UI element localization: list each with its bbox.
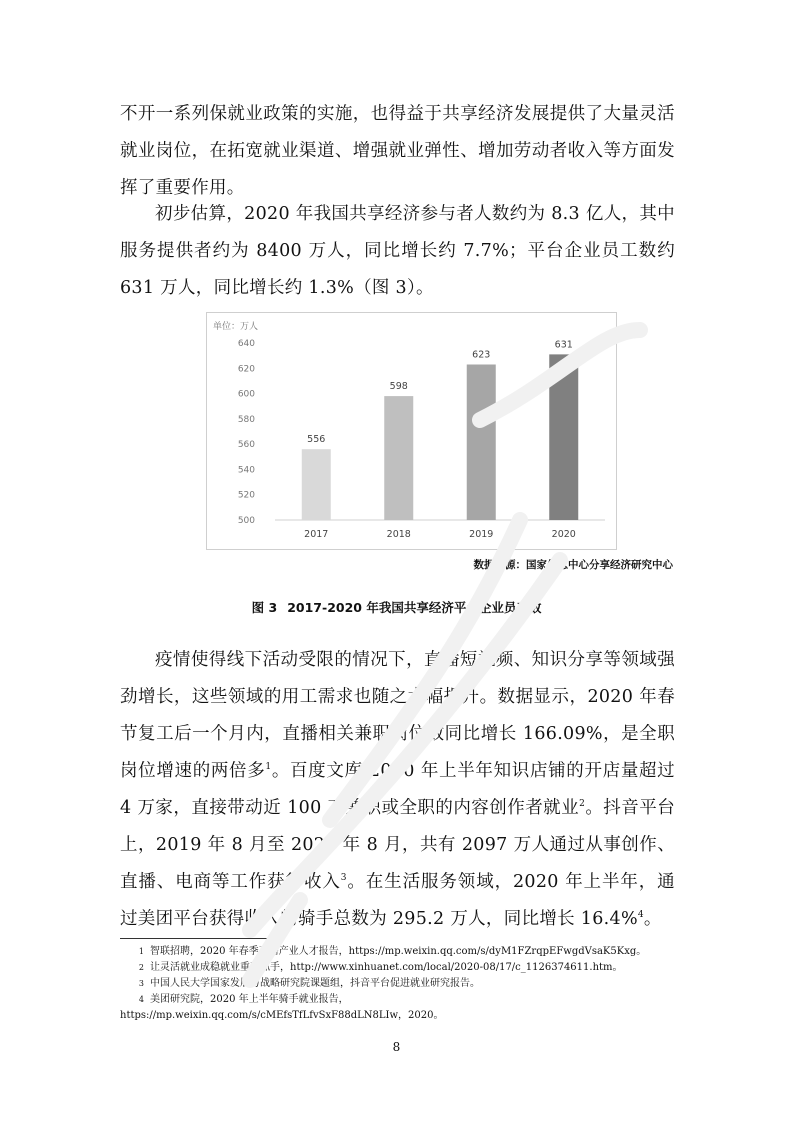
page-number: 8 — [392, 1040, 401, 1054]
footnote-number: 2 — [138, 963, 144, 972]
footnote-list — [120, 944, 680, 1024]
y-tick-label: 620 — [237, 364, 255, 375]
bar-2017 — [302, 449, 331, 520]
bar-2018 — [384, 396, 413, 520]
footnote-ref-4[interactable]: 4 — [637, 910, 644, 921]
y-tick-label: 560 — [237, 440, 255, 451]
footnote-item — [120, 960, 680, 976]
footnote-text: https://mp.weixin.qq.com/s/cMEfsTfLfvSxF88dLN8LIw，2020。 — [120, 1010, 444, 1021]
data-label-2018: 598 — [389, 381, 408, 393]
data-label-2017: 556 — [307, 434, 326, 446]
x-tick-label-2018: 2018 — [386, 529, 411, 540]
y-tick-label: 520 — [237, 490, 255, 501]
y-tick-label: 540 — [237, 465, 255, 476]
footnote-item — [120, 976, 680, 992]
unit-label: 单位：万人 — [213, 322, 259, 332]
chart-canvas — [207, 313, 616, 549]
footnote-text: 美团研究院，2020 年上半年骑手就业报告， — [150, 994, 349, 1005]
footnote-ref-1[interactable]: 1 — [265, 762, 272, 773]
bar-chart — [206, 312, 617, 550]
footnote-ref-2[interactable]: 2 — [579, 799, 586, 810]
paragraph-3-text-1: 疫情使得线下活动受限的情况下，直播短视频、知识分享等领域强劲增长，这些领域的用工需求也随之大幅提升。数据显示，2020 年春节复工后一个月内，直播相关兼职岗位数同比增长 166.09%，是全职岗位增速的两倍多 — [120, 650, 675, 781]
paragraph-2: 初步估算，2020 年我国共享经济参与者人数约为 8.3 亿人，其中服务提供者约为 8400 万人，同比增长约 7.7%；平台企业员工数约 631 万人，同比增长约 1.3%（图 3）。 — [120, 204, 675, 298]
paragraph-3-text-5: 。 — [643, 909, 662, 929]
data-label-2019: 623 — [472, 349, 491, 361]
figure-number: 图 3 — [251, 600, 278, 615]
bar-2019 — [467, 364, 496, 520]
footnote-ref-3[interactable]: 3 — [340, 873, 347, 884]
footnote-item — [120, 992, 680, 1008]
bar-2020 — [549, 354, 578, 520]
paragraph-3-text-3: 。抖音平台上，2019 年 8 月至 2020 年 8 月，共有 2097 万人通过从事创作、直播、电商等工作获得收入 — [120, 798, 675, 892]
footnote-item — [120, 1008, 680, 1024]
paragraph-3-text-2: 。百度文库 2020 年上半年知识店铺的开店量超过 4 万家，直接带动近 100 万兼职或全职的内容创作者就业 — [120, 761, 675, 818]
y-tick-label: 640 — [237, 339, 255, 349]
paragraph-3-text-4: 。在生活服务领域，2020 年上半年，通过美团平台获得收入的骑手总数为 295.2 万人，同比增长 16.4% — [120, 872, 675, 929]
figure-title: 2017-2020 年我国共享经济平台企业员工数 — [287, 600, 542, 615]
footnote-text: 智联招聘，2020 年春季直播产业人才报告，https://mp.weixin.qq.com/s/dyM1FZrqpEFwgdVsaK5Kxg。 — [150, 946, 647, 957]
data-label-2020: 631 — [554, 339, 573, 351]
footnote-divider — [120, 938, 285, 939]
footnote-number: 3 — [138, 979, 144, 988]
paragraph-1: 不开一系列保就业政策的实施，也得益于共享经济发展提供了大量灵活就业岗位，在拓宽就业渠道、增强就业弹性、增加劳动者收入等方面发挥了重要作用。 — [120, 104, 675, 198]
y-tick-label: 580 — [237, 414, 255, 425]
x-tick-label-2020: 2020 — [551, 529, 576, 540]
y-tick-label: 500 — [237, 516, 255, 526]
x-tick-label-2019: 2019 — [469, 529, 494, 540]
footnote-text: 让灵活就业成稳就业重要抓手，http://www.xinhuanet.com/local/2020-08/17/c_1126374611.htm。 — [150, 962, 623, 973]
x-tick-label-2017: 2017 — [304, 529, 329, 540]
chart-source: 数据来源：国家信息中心分享经济研究中心 — [473, 559, 673, 571]
footnote-number: 4 — [138, 995, 144, 1004]
y-tick-label: 600 — [237, 389, 255, 400]
paragraph-3 — [120, 642, 675, 938]
footnote-text: 中国人民大学国家发展与战略研究院课题组，抖音平台促进就业研究报告。 — [150, 978, 480, 989]
figure-caption — [0, 598, 793, 616]
footnote-item — [120, 944, 680, 960]
footnote-number: 1 — [138, 947, 144, 956]
